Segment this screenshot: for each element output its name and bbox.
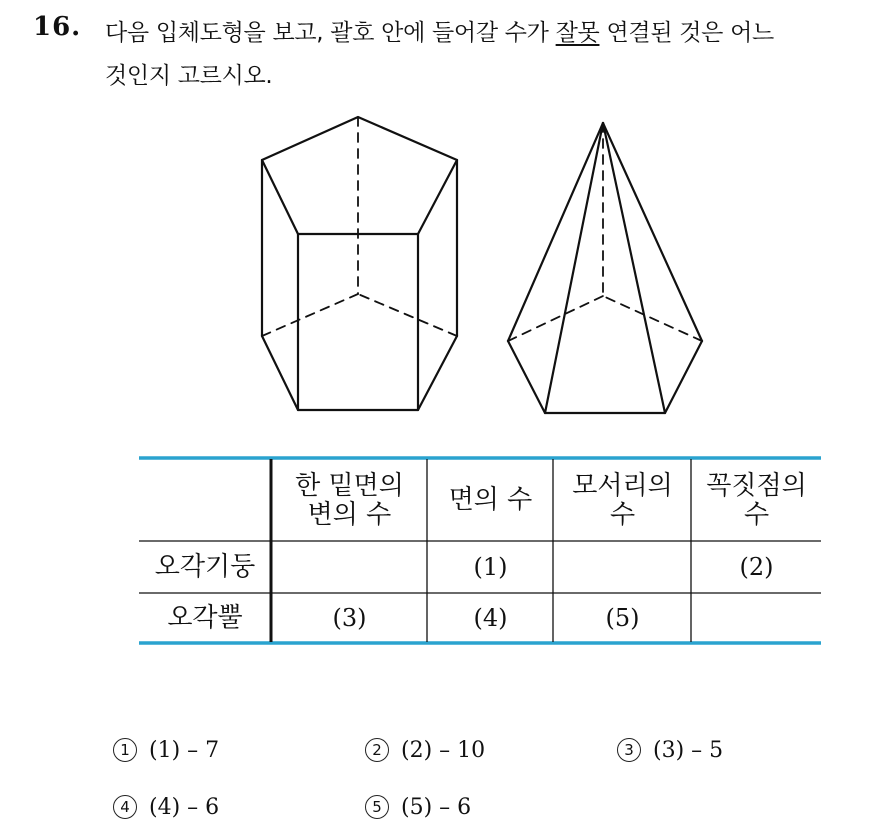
- question-number: 16.: [33, 12, 82, 42]
- choice-4[interactable]: [113, 795, 219, 820]
- table-cell: (5): [605, 603, 640, 632]
- table-cell: [554, 542, 691, 593]
- properties-table: [139, 456, 821, 645]
- table-cell: (3): [332, 603, 367, 632]
- pentagonal-pyramid-figure: [508, 123, 702, 413]
- header-vertices: [692, 460, 821, 541]
- header-base-edges: [272, 460, 427, 541]
- question-text-underlined: 잘못: [555, 20, 600, 46]
- row-label-prism: 오각기둥: [154, 552, 256, 582]
- choice-marker: 3: [617, 738, 641, 762]
- row-label-pyramid: 오각뿔: [167, 602, 243, 633]
- choice-text: (2) – 10: [401, 738, 486, 763]
- table-cell: (2): [739, 553, 774, 581]
- header-edges-line1: 모서리의: [572, 470, 673, 501]
- choice-3[interactable]: [617, 738, 723, 763]
- question-text-part2: 연결된 것은 어느: [599, 20, 774, 46]
- table-cell: (4): [473, 603, 508, 632]
- question-text-line2: 것인지 고르시오.: [105, 63, 273, 89]
- table-cell: [692, 594, 821, 642]
- header-vertices-line1: 꼭짓점의: [706, 470, 807, 501]
- choice-marker: 1: [113, 738, 137, 762]
- header-base-edges-line1: 한 밑면의: [295, 470, 404, 501]
- header-faces: [428, 460, 553, 541]
- choice-text: (4) – 6: [149, 795, 220, 820]
- question-text-part1: 다음 입체도형을 보고, 괄호 안에 들어갈 수가: [105, 20, 556, 46]
- header-base-edges-line2: 변의 수: [307, 499, 392, 530]
- header-edges-line2: 수: [609, 499, 636, 530]
- choice-text: (1) – 7: [149, 738, 220, 763]
- header-faces-label: 면의 수: [448, 485, 533, 515]
- header-edges: [554, 460, 691, 541]
- table-cell: [272, 542, 427, 593]
- choice-2[interactable]: [365, 738, 485, 763]
- table-cell: (1): [473, 553, 508, 581]
- choice-marker: 2: [365, 738, 389, 762]
- pentagonal-prism-figure: [262, 117, 457, 410]
- choice-marker: 4: [113, 795, 137, 819]
- choice-text: (5) – 6: [401, 795, 472, 820]
- header-vertices-line2: 수: [743, 499, 770, 530]
- choice-5[interactable]: [365, 795, 471, 820]
- choice-text: (3) – 5: [653, 738, 724, 763]
- choice-1[interactable]: [113, 738, 219, 763]
- choice-marker: 5: [365, 795, 389, 819]
